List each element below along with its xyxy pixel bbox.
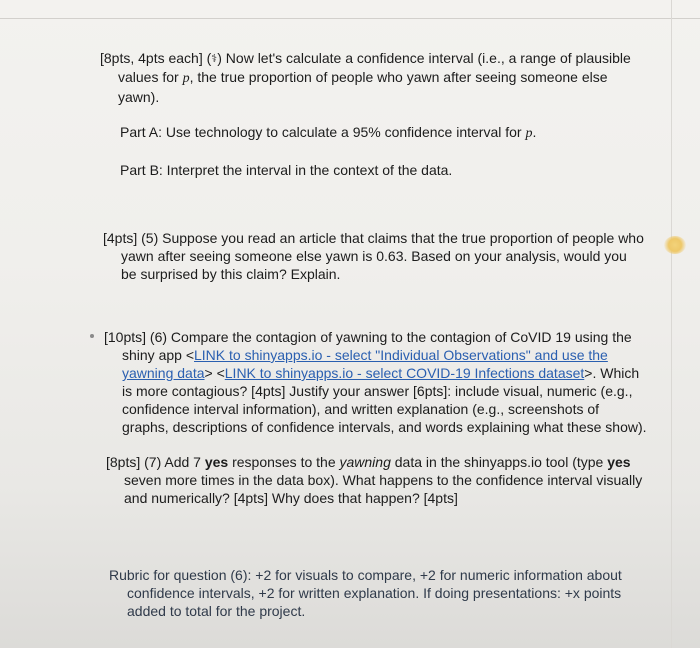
q6-line-6: graphs, descriptions of confidence intervals, and words explaining what these show). bbox=[122, 419, 647, 435]
question-5 bbox=[103, 229, 663, 283]
q7-yes-bold-1: yes bbox=[204, 454, 229, 470]
right-edge-shadow bbox=[671, 0, 672, 648]
q7-line-3: and numerically? [4pts] Why does that happen? [4pts] bbox=[124, 490, 458, 506]
question-4 bbox=[100, 49, 660, 106]
q6-line-5: confidence interval information), and written explanation (e.g., screenshots of bbox=[122, 401, 600, 417]
q5-line-1: [4pts] (5) Suppose you read an article that claims that the true proportion of people who bbox=[103, 230, 644, 246]
accessibility-icon: ⚕ bbox=[211, 52, 218, 65]
q7-line-1 bbox=[106, 453, 666, 471]
question-7 bbox=[106, 453, 666, 507]
q4-l2b: , the true proportion of people who yawn after seeing someone else bbox=[189, 69, 608, 85]
rubric-line-2: confidence intervals, +2 for written explanation. If doing presentations: +x points bbox=[127, 585, 622, 601]
q7-line-2: seven more times in the data box). What happens to the confidence interval visually bbox=[124, 472, 643, 488]
q7-l1c: data in the shinyapps.io tool (type bbox=[390, 454, 608, 470]
q6-l2a: shiny app < bbox=[122, 347, 194, 363]
part-a-line bbox=[120, 123, 660, 143]
q4-line-1 bbox=[100, 49, 660, 68]
q4-line-3: yawn). bbox=[118, 89, 160, 105]
rubric bbox=[109, 566, 669, 620]
q6-line-2 bbox=[104, 346, 664, 364]
light-glare bbox=[664, 236, 686, 254]
q4-l2a: values for bbox=[118, 69, 183, 85]
q6-l3b: >. Which bbox=[584, 365, 640, 381]
part-b-text: Part B: Interpret the interval in the context of the data. bbox=[120, 162, 453, 178]
q4-p-symbol: p bbox=[182, 71, 190, 86]
q7-l1a: [8pts] (7) Add 7 bbox=[106, 454, 205, 470]
shinyapps-link-yawning[interactable]: yawning data bbox=[122, 365, 205, 381]
shinyapps-link-individual[interactable]: LINK to shinyapps.io - select "Individual Observations" and use the bbox=[194, 347, 608, 363]
part-a-text: Part A: Use technology to calculate a 95% confidence interval for bbox=[120, 124, 526, 140]
q4-part-a bbox=[120, 123, 660, 143]
q7-l1b: responses to the bbox=[228, 454, 340, 470]
q7-yawning-italic: yawning bbox=[339, 454, 391, 470]
q4-line-2 bbox=[100, 68, 660, 88]
part-a-period: . bbox=[532, 124, 537, 140]
q4-part-b bbox=[120, 161, 660, 179]
q6-line-4: is more contagious? [4pts] Justify your answer [6pts]: include visual, numeric (e.g., bbox=[122, 383, 633, 399]
shinyapps-link-covid[interactable]: LINK to shinyapps.io - select COVID-19 Infections dataset bbox=[224, 365, 585, 381]
q4-head: [8pts, 4pts each] ( bbox=[100, 50, 212, 66]
q6-line-3 bbox=[104, 364, 664, 382]
rubric-line-3: added to total for the project. bbox=[127, 603, 306, 619]
rubric-line-1: Rubric for question (6): +2 for visuals to compare, +2 for numeric information about bbox=[109, 567, 622, 583]
q4-head-2: ) Now let's calculate a confidence interval (i.e., a range of plausible bbox=[217, 50, 631, 66]
bullet-dot bbox=[90, 334, 94, 338]
question-6 bbox=[104, 328, 664, 436]
top-divider bbox=[0, 18, 700, 19]
q5-line-3: be surprised by this claim? Explain. bbox=[121, 266, 341, 282]
q6-line-1: [10pts] (6) Compare the contagion of yawning to the contagion of CoVID 19 using the bbox=[104, 329, 632, 345]
q6-l3a: > < bbox=[204, 365, 225, 381]
q7-yes-bold-2: yes bbox=[607, 454, 631, 470]
part-a-p-symbol: p bbox=[525, 126, 533, 141]
q5-line-2: yawn after seeing someone else yawn is 0.63. Based on your analysis, would you bbox=[121, 248, 627, 264]
